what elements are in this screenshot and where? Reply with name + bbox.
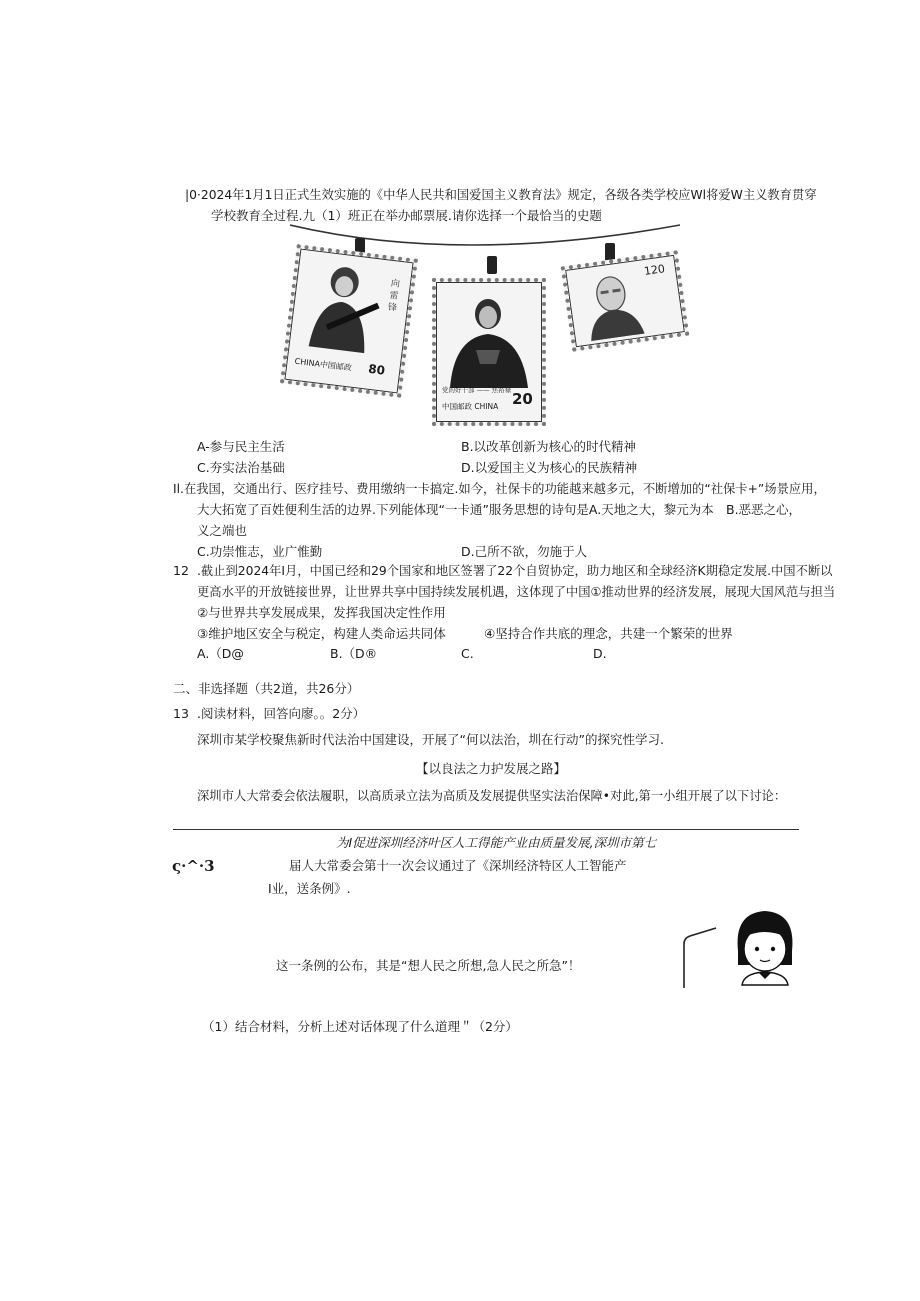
elder-portrait — [574, 263, 655, 342]
q11-line1: Il.在我国，交通出行、医疗挂号、费用缴纳一卡搞定.如今，社保卡的功能越来越多元，不断增加的“社保卡+”场景应用， — [173, 482, 826, 496]
q10-option-b: B.以改革创新为核心的时代精神 — [461, 439, 637, 454]
q11-line2b: B.恶恶之心， — [726, 502, 802, 517]
q10-option-d: D.以爱国主义为核心的民族精神 — [461, 460, 638, 475]
portrait-figure — [440, 288, 538, 388]
stamp-middle — [432, 278, 546, 426]
stamp-left-brand: CHINA中国邮政 — [294, 356, 353, 373]
q13-material: 深圳市某学校聚焦新时代法治中国建设，开展了“何以法治，圳在行动”的探究性学习. — [197, 732, 664, 747]
q10-line1: |0·2024年1月1日正式生效实施的《中华人民共和国爱国主义教育法》规定，各级各类学校应Wl将爱W主义教育贯穿 — [185, 188, 817, 202]
bubble-line3: I业，送条例》. — [268, 881, 351, 896]
q12-option-b: B.（D® — [330, 646, 378, 661]
speech-bracket — [680, 924, 722, 990]
soldier-figure — [292, 255, 408, 359]
q11-line3: 义之端也 — [197, 523, 248, 538]
q12-option-a: A.（D@ — [197, 646, 244, 661]
stamp-mid-brand: 中国邮政 CHINA — [442, 402, 499, 411]
svg-text:锋: 锋 — [387, 302, 398, 314]
clip-mid — [487, 256, 497, 274]
svg-text:向: 向 — [390, 278, 401, 290]
q12-line2: 更高水平的开放链接世界，让世界共享中国持续发展机遇，这体现了中国①推动世界的经济发展，展现大国风范与担当 — [197, 585, 836, 599]
q12-number: 12 — [173, 563, 189, 578]
q13-subtitle: 【以良法之力护发展之路】 — [416, 761, 567, 776]
q12-line3: ②与世界共享发展成果，发挥我国决定性作用 — [197, 605, 446, 620]
q11-option-c: C.功崇惟志，业广惟勤 — [197, 544, 323, 559]
q12-item3: ③维护地区安全与税定，构建人类命运共同体 — [197, 626, 446, 641]
svg-text:雷: 雷 — [388, 290, 399, 302]
q10-option-a: A-参与民主生活 — [197, 439, 285, 454]
q12-option-d: D. — [593, 646, 607, 661]
stamp-mid-caption: 党的好干部 —— 焦裕禄 — [442, 386, 512, 394]
q12-item4: ④坚持合作共底的理念，共建一个繁荣的世界 — [484, 626, 733, 641]
girl-avatar-icon — [728, 905, 802, 987]
stamp-right — [561, 250, 690, 352]
q12-line1: .截止到2024年I月，中国已经和29个国家和地区签署了22个自贸协定，助力地区和全球经济K期稳定发展.中国不断以 — [197, 564, 833, 578]
bubble-line1: 为I促进深圳经济叶区人工得能产业由质量发展,深圳市第七 — [336, 835, 657, 850]
stamp-left — [280, 244, 418, 398]
stamp-right-value: 120 — [643, 262, 666, 278]
q13-number: 13 — [173, 706, 189, 721]
q12-option-c: C. — [461, 646, 474, 661]
dialogue-divider — [173, 829, 799, 830]
q10-option-c: C.夯实法治基础 — [197, 460, 285, 475]
q11-line2a: 大大拓宽了百姓便利生活的边界.下列能体现“一卡通”服务思想的诗句是A.天地之大，黎元为本 — [197, 502, 714, 517]
speaker-mark: ς·^·3 — [172, 857, 215, 875]
q10-line2: 学校教育全过程.九（1）班正在举办邮票展.请你选择一个最恰当的史题 — [211, 208, 602, 223]
bubble-line2: 届人大常委会第十一次会议通过了《深圳经济特区人工智能产 — [289, 858, 627, 873]
section2-heading: 二、非选择题（共2道，共26分） — [173, 681, 360, 696]
stamp-mid-value: 20 — [512, 390, 533, 408]
q13-subquestion-1: （1）结合材料，分析上述对话体现了什么道理＂（2分） — [202, 1019, 518, 1034]
q11-option-d: D.己所不欲，勿施于人 — [461, 544, 588, 559]
q13-discussion: 深圳市人大常委会依法履职，以高质录立法为高质及发展提供坚实法治保障•对此,第一小组开展了以下讨论： — [197, 789, 787, 803]
q13-intro: .阅读材料，回答向廖。。2分） — [197, 706, 366, 721]
stamp-left-value: 80 — [367, 361, 386, 378]
reply-text: 这一条例的公布，其是“想人民之所想,急人民之所急”！ — [276, 958, 581, 973]
